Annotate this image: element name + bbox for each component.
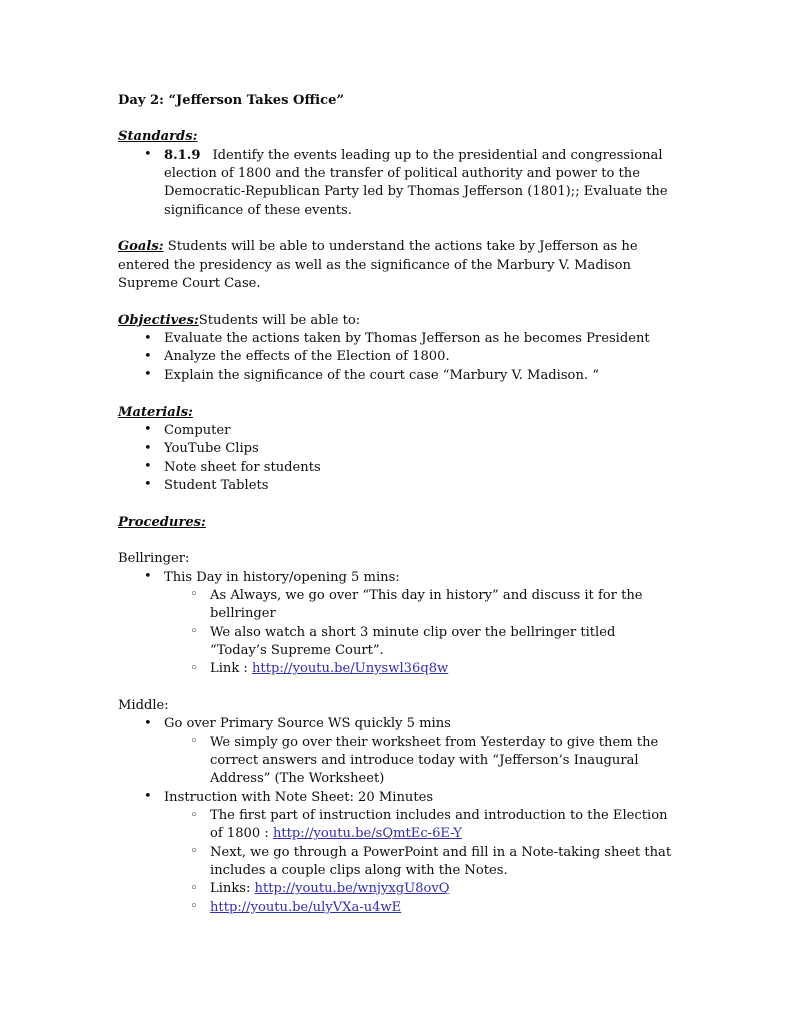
link-label: Link : <box>210 661 252 677</box>
goals-paragraph <box>118 238 674 293</box>
materials-list <box>118 422 674 495</box>
list-item: ◦ Next, we go through a PowerPoint and fill in a Note-taking sheet that includes a couple clips along with the Notes. <box>164 844 674 881</box>
list-item: ◦ We also watch a short 3 minute clip over the bellringer titled “Today’s Supreme Court”. <box>164 624 674 661</box>
spacer <box>118 293 674 311</box>
spacer <box>118 679 674 697</box>
standard-code: 8.1.9 <box>164 147 201 163</box>
spacer <box>118 220 674 238</box>
link-label: Links: <box>210 881 255 897</box>
list-item <box>118 569 674 679</box>
list-item: ◦ We simply go over their worksheet from Yesterday to give them the correct answers and introduce today with “Jefferson’s Inaugural Address” (The Worksheet) <box>164 734 674 789</box>
youtube-link[interactable]: http://youtu.be/sQmtEc-6E-Y <box>272 826 462 842</box>
goals-heading: Goals: <box>118 239 164 255</box>
spacer <box>118 495 674 513</box>
list-item <box>164 660 674 678</box>
middle-label: Middle: <box>118 698 169 713</box>
objectives-text: Students will be able to: <box>198 312 361 328</box>
bellringer-label: Bellringer: <box>118 551 190 567</box>
list-item-label: Go over Primary Source WS quickly 5 mins <box>164 716 451 732</box>
materials-heading: Materials: <box>118 404 193 420</box>
middle-list <box>118 715 674 917</box>
list-item: • Analyze the effects of the Election of 1800. <box>118 348 674 366</box>
standards-list-item <box>118 147 674 220</box>
list-item: • YouTube Clips <box>118 440 674 458</box>
procedures-heading: Procedures: <box>118 514 206 530</box>
list-item: • Student Tablets <box>118 477 674 495</box>
spacer <box>118 385 674 403</box>
list-item: • Note sheet for students <box>118 459 674 477</box>
middle-sublist-one <box>164 734 674 789</box>
objectives-heading: Objectives: <box>118 312 199 328</box>
bellringer-list <box>118 569 674 679</box>
list-item: • Computer <box>118 422 674 440</box>
youtube-link[interactable]: http://youtu.be/ulyVXa-u4wE <box>210 899 402 915</box>
list-item <box>118 715 674 788</box>
list-item <box>164 899 674 917</box>
standards-list <box>118 147 674 220</box>
objectives-list <box>118 330 674 385</box>
link-label: The first part of instruction includes and introduction to the Election of 1800 : <box>210 808 668 842</box>
list-item <box>164 880 674 898</box>
list-item <box>164 807 674 844</box>
spacer <box>118 532 674 550</box>
list-item: • Explain the significance of the court case “Marbury V. Madison. “ <box>118 367 674 385</box>
list-item: • Evaluate the actions taken by Thomas Jefferson as he becomes President <box>118 330 674 348</box>
objectives-paragraph <box>118 312 674 330</box>
document-body <box>118 92 674 917</box>
goals-text: Students will be able to understand the actions take by Jefferson as he entered the presidency as well as the significance of the Marbury V. Madison Supreme Court Case. <box>118 239 638 292</box>
standards-heading: Standards: <box>118 129 198 145</box>
list-item-label: This Day in history/opening 5 mins: <box>164 569 400 585</box>
document-title: Day 2: “Jefferson Takes Office” <box>118 93 344 108</box>
bellringer-sublist <box>164 587 674 679</box>
standard-text: Identify the events leading up to the presidential and congressional election of 1800 and the transfer of political authority and power to the Democratic-Republican Party led by Thomas Jefferson (1801);; Evaluate the significance of these events. <box>164 147 668 218</box>
list-item-label: Instruction with Note Sheet: 20 Minutes <box>164 789 434 805</box>
youtube-link[interactable]: http://youtu.be/wnjyxgU8ovQ <box>254 881 450 897</box>
list-item: ◦ As Always, we go over “This day in history” and discuss it for the bellringer <box>164 587 674 624</box>
list-item <box>118 789 674 917</box>
middle-sublist-two <box>164 807 674 917</box>
youtube-link[interactable]: http://youtu.be/Unyswl36q8w <box>252 661 449 677</box>
